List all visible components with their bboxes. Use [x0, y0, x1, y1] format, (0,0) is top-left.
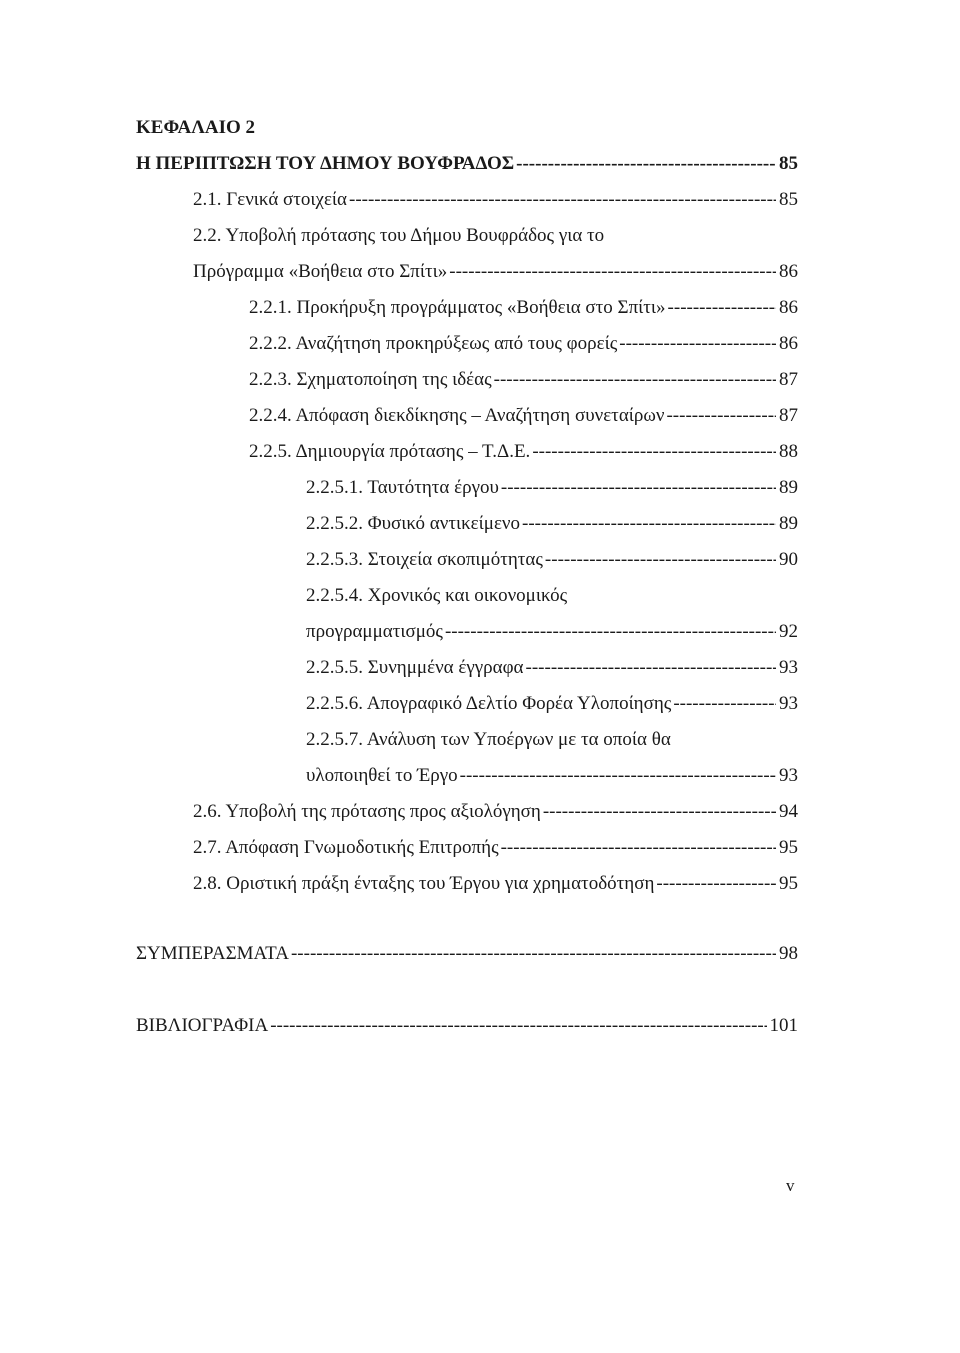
page-ref: 88: [779, 441, 798, 462]
dot-leader: [460, 764, 776, 788]
toc-entry-text: 2.2. Υποβολή πρότασης του Δήμου Βουφράδος για το: [193, 225, 605, 246]
dot-leader: [270, 1014, 766, 1038]
page-ref: 94: [779, 801, 798, 822]
toc-entry: [249, 332, 798, 356]
page-ref: 95: [779, 837, 798, 858]
toc-entry-text: 2.1. Γενικά στοιχεία: [193, 189, 347, 210]
page-ref: 101: [769, 1015, 798, 1036]
page-ref: 93: [779, 657, 798, 678]
toc-entry-text: ΒΙΒΛΙΟΓΡΑΦΙΑ: [136, 1015, 269, 1036]
chapter-label: ΚΕΦΑΛΑΙΟ 2: [136, 117, 256, 138]
toc-entry-text: 2.2.5.4. Χρονικός και οικονομικός: [306, 585, 568, 606]
page-ref: 92: [779, 621, 798, 642]
toc-entry: [193, 800, 798, 824]
page-ref: 86: [779, 333, 798, 354]
dot-leader: [545, 548, 776, 572]
page-ref: 95: [779, 873, 798, 894]
dot-leader: [673, 692, 776, 716]
dot-leader: [501, 836, 776, 860]
toc-entry-text: 2.2.5.3. Στοιχεία σκοπιμότητας: [306, 549, 543, 570]
toc-entry-text: ΣΥΜΠΕΡΑΣΜΑΤΑ: [136, 943, 289, 964]
toc-entry: [249, 296, 798, 320]
toc-entry-text: 2.2.5.2. Φυσικό αντικείμενο: [306, 513, 521, 534]
dot-leader: [532, 440, 776, 464]
dot-leader: [445, 620, 776, 644]
page-ref: 86: [779, 297, 798, 318]
toc-entry-text: 2.2.3. Σχηματοποίηση της ιδέας: [249, 369, 492, 390]
dot-leader: [501, 476, 776, 500]
toc-entry-text: 2.2.5.1. Ταυτότητα έργου: [306, 477, 499, 498]
dot-leader: [619, 332, 776, 356]
toc-entry-continuation: προγραμματισμός: [306, 621, 443, 642]
toc-entry: [306, 764, 798, 788]
page-ref: 89: [779, 477, 798, 498]
toc-entry-text: 2.2.5.7. Ανάλυση των Υποέργων με τα οποία θα: [306, 729, 671, 750]
toc-entry: [306, 548, 798, 572]
dot-leader: [666, 404, 776, 428]
toc-entry-bibliography: [136, 1014, 798, 1038]
toc-entry: [193, 188, 798, 212]
toc-entry: [249, 440, 798, 464]
toc-entry: [193, 260, 798, 284]
toc-entry-continuation: Πρόγραμμα «Βοήθεια στο Σπίτι»: [193, 261, 448, 282]
page-ref: 93: [779, 693, 798, 714]
toc-entry: [306, 476, 798, 500]
dot-leader: [526, 656, 776, 680]
toc-entry-text: 2.2.4. Απόφαση διεκδίκησης – Αναζήτηση συνεταίρων: [249, 405, 665, 426]
toc-entry-text: 2.2.5.6. Απογραφικό Δελτίο Φορέα Υλοποίησης: [306, 693, 672, 714]
page-ref: 85: [779, 189, 798, 210]
toc-entry: [249, 404, 798, 428]
page-ref: 90: [779, 549, 798, 570]
page-ref: 89: [779, 513, 798, 534]
toc-entry-text: 2.8. Οριστική πράξη ένταξης του Έργου για χρηματοδότηση: [193, 873, 655, 894]
chapter-title: Η ΠΕΡΙΠΤΩΣΗ ΤΟΥ ΔΗΜΟΥ ΒΟΥΦΡΑΔΟΣ: [136, 153, 515, 174]
toc-entry: [249, 368, 798, 392]
toc-entry-text: 2.2.5. Δημιουργία πρότασης – Τ.Δ.Ε.: [249, 441, 531, 462]
page-ref: 87: [779, 405, 798, 426]
toc-entry-text: 2.6. Υποβολή της πρότασης προς αξιολόγηση: [193, 801, 541, 822]
chapter-title-entry: [136, 152, 798, 176]
page-ref: 87: [779, 369, 798, 390]
toc-entry: [306, 512, 798, 536]
dot-leader: [522, 512, 776, 536]
dot-leader: [449, 260, 776, 284]
dot-leader: [543, 800, 776, 824]
toc-entry-continuation: υλοποιηθεί το Έργο: [306, 765, 458, 786]
dot-leader: [516, 152, 776, 176]
page-number: v: [786, 1176, 795, 1195]
dot-leader: [291, 942, 776, 966]
toc-entry: [306, 656, 798, 680]
toc-entry: [306, 620, 798, 644]
dot-leader: [668, 296, 776, 320]
dot-leader: [349, 188, 776, 212]
page-ref: 85: [779, 153, 798, 174]
toc-entry-text: 2.2.5.5. Συνημμένα έγγραφα: [306, 657, 524, 678]
dot-leader: [656, 872, 776, 896]
toc-entry: [193, 836, 798, 860]
dot-leader: [494, 368, 776, 392]
page-ref: 86: [779, 261, 798, 282]
page-ref: 98: [779, 943, 798, 964]
toc-entry-text: 2.2.2. Αναζήτηση προκηρύξεως από τους φορείς: [249, 333, 618, 354]
toc-entry: [306, 692, 798, 716]
toc-entry: [193, 872, 798, 896]
toc-entry-conclusions: [136, 942, 798, 966]
toc-entry-text: 2.2.1. Προκήρυξη προγράμματος «Βοήθεια στο Σπίτι»: [249, 297, 666, 318]
page-ref: 93: [779, 765, 798, 786]
toc-entry-text: 2.7. Απόφαση Γνωμοδοτικής Επιτροπής: [193, 837, 499, 858]
